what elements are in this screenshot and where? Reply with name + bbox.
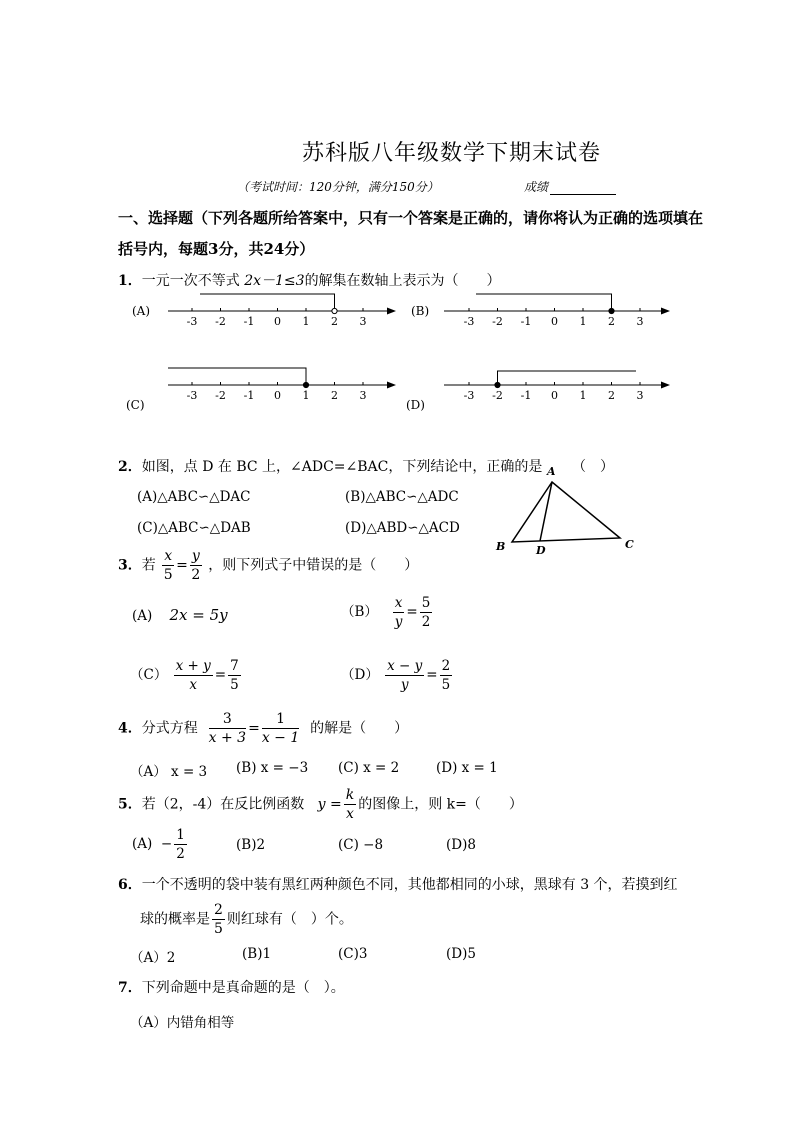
question-2 [118,456,542,476]
tick-label: 3 [359,315,367,328]
axis-arrow-icon [387,308,396,315]
tick-label: -2 [215,315,226,328]
tick-label: 3 [359,389,367,402]
fraction-3-over-xp3: $\frac{3}{x + 3}$ [208,711,247,746]
fraction-xmy-y: $\frac{x - y}{y}$ [387,658,423,693]
tick-label: -2 [215,389,226,402]
q2-option-c[interactable]: (C)△ABC∽△DAB [137,520,251,536]
tick-label: -3 [463,315,475,328]
tick-label: 1 [302,389,310,402]
q4-option-d[interactable]: (D) x = 1 [436,760,498,776]
tick-label: 0 [551,389,558,402]
question-4: 4．分式方程 $\frac{3}{x + 3}$ = $\frac{1}{x - 1}$ 的解是（ ） [118,711,409,746]
option-expression: 2x = 5y [169,606,228,624]
q3-option-d[interactable]: （D） $\frac{x - y}{y}$ = $\frac{2}{5}$ [341,658,451,693]
question-text: 若（2，-4）在反比例函数 [141,796,305,813]
question-number: 7． [118,980,142,996]
fraction-x-y: $\frac{x}{y}$ [394,595,403,630]
fraction-1-over-xm1: $\frac{1}{x - 1}$ [261,711,300,746]
q6-option-c[interactable]: (C)3 [338,946,368,962]
tick-label: 3 [636,389,644,402]
tick-label: -3 [186,315,198,328]
option-label: (A) [132,836,153,852]
q6-option-d[interactable]: (D)5 [446,946,476,962]
question-number: 4． [118,720,142,737]
tick-label: 0 [274,315,281,328]
option-label-3: (C) [126,398,145,412]
tick-label: 2 [331,315,338,328]
closed-endpoint [609,308,614,313]
exam-info: （考试时间：120分钟，满分150分） [237,180,439,194]
question-number: 6． [118,877,142,893]
tick-label: -1 [520,389,532,402]
tick-label: 2 [608,315,615,328]
q4-option-c[interactable]: (C) x = 2 [338,760,400,776]
tick-label: 3 [636,315,644,328]
option-label-1: (A) [132,304,151,318]
option-label-4: (D) [406,398,425,412]
equals-sign: = [176,557,188,574]
question-number: 1． [118,273,142,289]
q7-option-a[interactable]: （A）内错角相等 [130,1015,235,1031]
question-3 [118,547,418,584]
tick-label: -3 [463,389,475,402]
tick-label: 2 [608,389,615,402]
tick-label: 0 [274,389,281,402]
tick-label: -1 [520,315,532,328]
open-endpoint [332,308,337,313]
fraction-k-over-x: $\frac{k}{x}$ [345,787,355,822]
score-label: 成绩 [524,180,549,194]
page-title: 苏科版八年级数学下期末试卷 [302,141,602,166]
closed-endpoint [495,382,500,387]
question-text: 一元一次不等式 [141,273,240,289]
fraction-x-5: $\frac{x}{5}$ [163,548,173,583]
q5-option-b[interactable]: (B)2 [236,837,266,853]
q3-option-a[interactable] [132,606,228,624]
option-label: （B） [341,604,378,620]
tick-label: -3 [186,389,198,402]
fraction-5-2: $\frac{5}{2}$ [421,595,431,630]
q5-option-c[interactable]: (C) −8 [338,837,384,853]
question-text: 球的概率是 [140,911,210,928]
question-text: 一个不透明的袋中装有黑红两种颜色不同，其他都相同的小球，黑球有 3 个，若摸到红 [141,877,678,893]
fraction-y-2: $\frac{y}{2}$ [191,548,201,583]
solution-range [168,368,306,385]
question-5 [118,786,523,823]
question-6-line2 [140,901,353,938]
question-text: 的解集在数轴上表示为（ ） [304,273,501,289]
question-text: 若 [141,557,156,574]
option-label: （D） [341,667,379,683]
triangle-figure [490,460,650,560]
q2-option-d[interactable]: (D)△ABD∽△ACD [345,520,460,536]
q5-option-d[interactable]: (D)8 [446,837,476,853]
triangle-abc [512,482,620,542]
question-text: 的解是（ ） [310,720,409,737]
question-number: 5． [118,796,142,813]
axis-arrow-icon [661,308,670,315]
q4-option-b[interactable]: (B) x = −3 [236,760,309,776]
vertex-label-a: A [547,465,556,478]
q4-option-a[interactable]: （A） x = 3 [130,764,208,780]
fraction-2-5: $\frac{2}{5}$ [441,658,451,693]
minus-sign: − [160,836,173,852]
option-label: （C） [130,667,168,683]
option-label: (A) [132,608,153,624]
section-heading-line1: 一、选择题（下列各题所给答案中，只有一个答案是正确的，请你将认为正确的选项填在 [118,209,704,227]
question-7 [118,977,345,997]
question-6-line1 [118,874,678,894]
question-number: 2． [118,459,142,475]
question-text: 的图像上，则 k=（ ） [358,796,523,813]
vertex-label-b: B [496,540,506,553]
q3-option-c[interactable]: （C） $\frac{x + y}{x}$ = $\frac{7}{5}$ [130,658,239,693]
question-text: 则红球有（ ）个。 [226,911,353,928]
tick-label: 1 [302,315,310,328]
option-label-2: (B) [411,304,430,318]
answer-paren[interactable]: （ ） [572,459,614,475]
q6-option-b[interactable]: (B)1 [242,946,272,962]
q2-option-a[interactable]: (A)△ABC∽△DAC [137,489,251,505]
fraction-xpy-x: $\frac{x + y}{x}$ [175,658,211,693]
q5-option-a[interactable] [132,826,189,863]
question-number: 3． [118,557,142,574]
q2-option-b[interactable]: (B)△ABC∽△ADC [345,489,459,505]
tick-label: -1 [243,315,255,328]
q3-option-b[interactable]: （B） $\frac{x}{y}$ = $\frac{5}{2}$ [341,595,431,630]
tick-label: -2 [492,389,503,402]
q6-option-a[interactable]: （A）2 [130,950,176,966]
axis-arrow-icon [661,382,670,389]
closed-endpoint [303,382,308,387]
tick-label: 1 [579,389,587,402]
question-text: 如图，点 D 在 BC 上，∠ADC=∠BAC，下列结论中，正确的是 [141,459,543,475]
inequality: 2x－1≤3 [244,273,305,289]
tick-label: 1 [579,315,587,328]
function-lhs: y = [317,796,342,813]
section-heading-line2: 括号内，每题3分，共24分） [118,240,315,258]
tick-label: 2 [331,389,338,402]
fraction-2-5: $\frac{2}{5}$ [214,902,223,937]
vertex-label-d: D [536,544,546,557]
fraction-1-2: $\frac{1}{2}$ [176,827,185,862]
solution-range [498,371,637,385]
tick-label: -1 [243,389,255,402]
tick-label: -2 [492,315,503,328]
tick-label: 0 [551,315,558,328]
fraction-7-5: $\frac{7}{5}$ [230,658,239,693]
solution-range [476,294,612,311]
question-text: ，则下列式子中错误的是（ ） [208,557,419,574]
axis-arrow-icon [387,382,396,389]
question-text: 分式方程 [141,720,198,737]
vertex-label-c: C [625,538,634,551]
question-text: 下列命题中是真命题的是（ ）。 [141,980,345,996]
